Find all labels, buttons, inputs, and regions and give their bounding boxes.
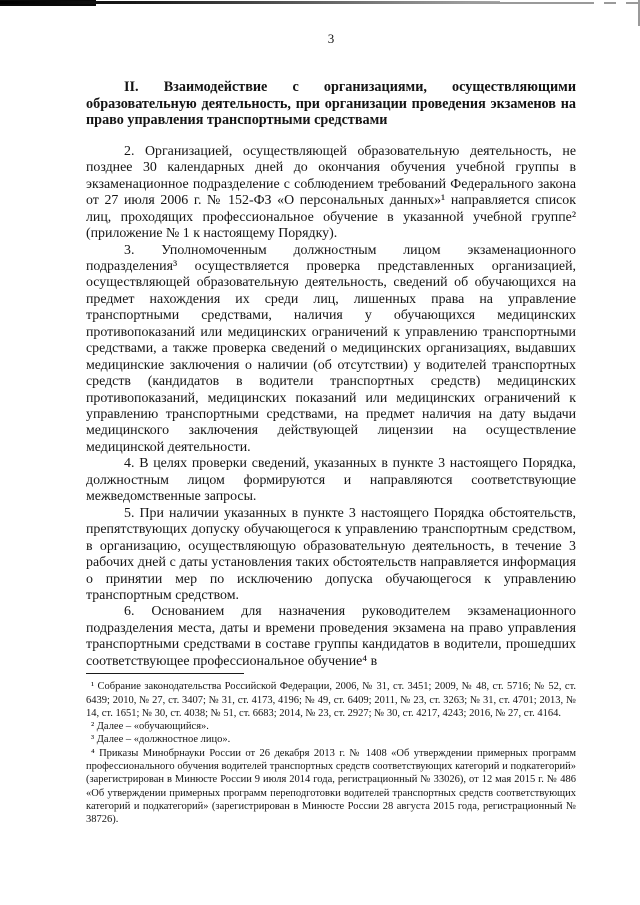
footnote-2: ² Далее – «обучающийся». <box>91 721 209 733</box>
page-content <box>86 0 576 827</box>
paragraph-3: 3. Уполномоченным должностным лицом экзаменационного подразделения³ осуществляется проверка представленных организацией, осуществляющей образовательную деятельность, сведений об обучающихся на предмет нахождения их среди лиц, лишенных права на управление транспортными средствами, наличия у обучающихся медицинских противопоказаний или медицинских ограничений к управлению транспортными средствами, а также проверка сведений о медицинских организациях, выдавших медицинские заключения о наличии (об отсутствии) у водителей транспортных средств (кандидатов в водители транспортных средств) медицинских противопоказаний, медицинских показаний или медицинских ограничений к управлению транспортными средствами, на предмет наличия на дату выдачи медицинского заключения действующей лицензии на осуществление медицинской деятельности. <box>86 242 576 455</box>
section-heading: II. Взаимодействие с организациями, осуществляющими образовательную деятельность, при организации проведения экзаменов на право управления транспортными средствами <box>86 79 576 129</box>
scan-artifact-top-right-dashes <box>582 2 640 4</box>
paragraph-2: 2. Организацией, осуществляющей образовательную деятельность, не позднее 30 календарных дней до окончания обучения учебной группы в экзаменационное подразделение с соблюдением требований Федерального закона от 27 июля 2006 г. № 152-ФЗ «О персональных данных»¹ направляется список лиц, проходящих профессиональное обучение в указанной учебной группе² (приложение № 1 к настоящему Порядку). <box>86 143 576 242</box>
footnote-separator <box>86 673 244 674</box>
document-body <box>86 144 576 671</box>
paragraph-5: 5. При наличии указанных в пункте 3 настоящего Порядка обстоятельств, препятствующих допуску обучающегося к управлению транспортным средством, в организацию, осуществляющую образовательную деятельность, в течение 3 рабочих дней с даты установления таких обстоятельств направляется информация о принятии мер по исключению допуска обучающегося к управлению транспортным средством. <box>86 505 576 604</box>
paragraph-4: 4. В целях проверки сведений, указанных в пункте 3 настоящего Порядка, должностным лицом формируются и направляются соответствующие межведомственные запросы. <box>86 456 576 505</box>
footnote-1: ¹ Собрание законодательства Российской Федерации, 2006, № 31, ст. 3451; 2009, № 48, ст. 5716; № 52, ст. 6439; 2010, № 27, ст. 3407; № 31, ст. 4173, 4196; № 49, ст. 6409; 2011, № 23, ст. 3263; № 31, ст. 4701; 2013, № 14, ст. 1651; № 30, ст. 4038; № 51, ст. 6683; 2014, № 23, ст. 2927; № 30, ст. 4217, 4243; 2016, № 27, ст. 4164. <box>86 681 576 719</box>
footnotes-section <box>86 673 576 826</box>
paragraph-6: 6. Основанием для назначения руководителем экзаменационного подразделения места, даты и времени проведения экзамена на право управления транспортными средствами в составе группы кандидатов в водители, прошедших соответствующее профессиональное обучение⁴ в <box>86 604 576 669</box>
page-number: 3 <box>327 31 335 46</box>
footnote-3: ³ Далее – «должностное лицо». <box>91 734 231 746</box>
footnote-4: ⁴ Приказы Минобрнауки России от 26 декабря 2013 г. № 1408 «Об утверждении примерных программ профессионального обучения водителей транспортных средств соответствующих категорий и подкатегорий» (зарегистрирован в Минюсте России 9 июля 2014 года, регистрационный № 33026), от 12 мая 2015 г. № 486 «Об утверждении примерных программ переподготовки водителей транспортных средств соответствующих категорий и подкатегорий» (зарегистрирован в Минюсте России 28 августа 2015 года, регистрационный № 38726). <box>86 747 576 826</box>
